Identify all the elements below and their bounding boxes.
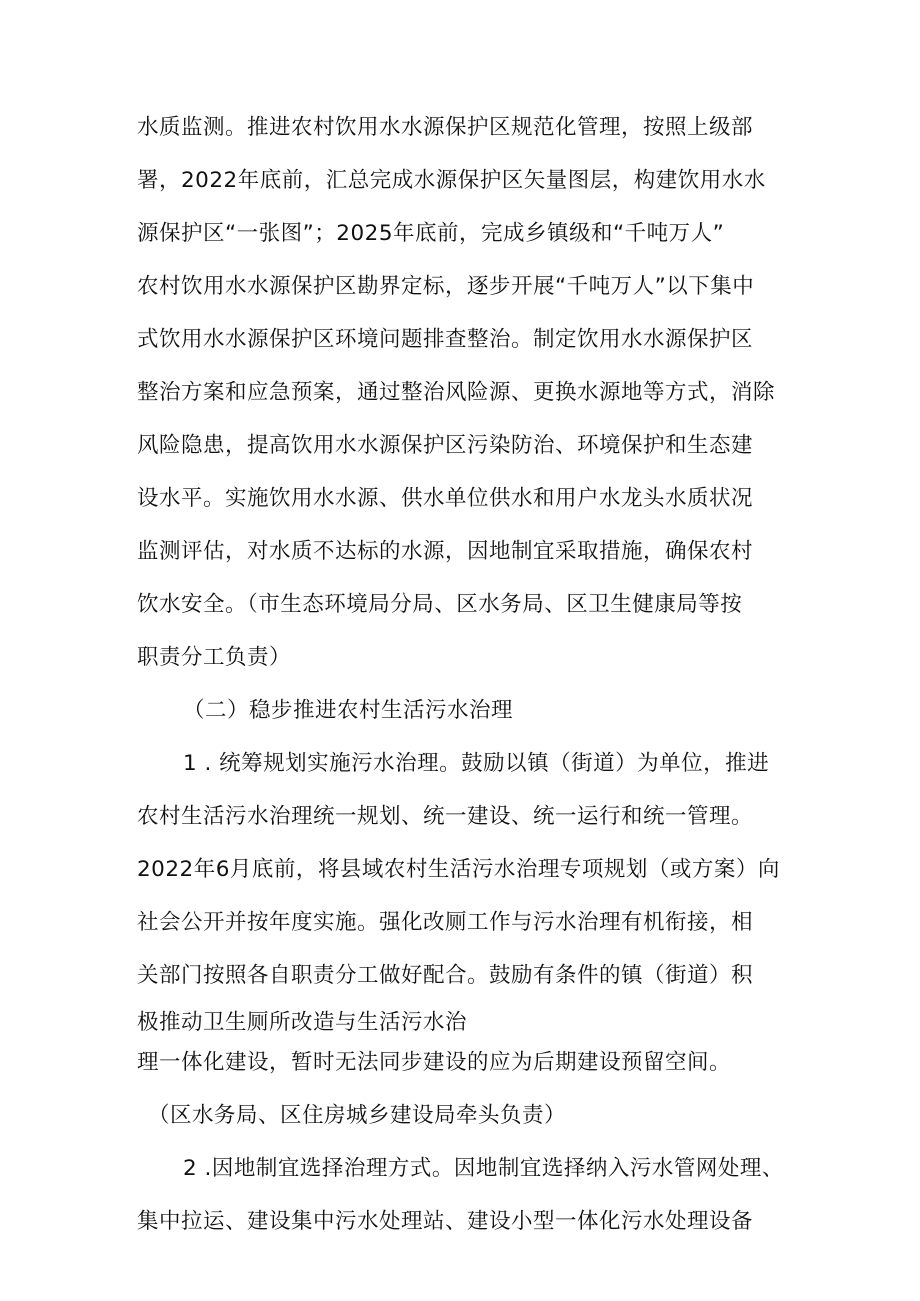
text-line-17: 关部门按照各自职责分工做好配合。鼓励有条件的镇（街道）积 [137, 963, 754, 988]
text-line-18: 极推动卫生厕所改造与生活污水治 [137, 1010, 468, 1035]
text-line-11: 职责分工负责） [137, 645, 292, 670]
text-line-21: 2 .因地制宜选择治理方式。因地制宜选择纳入污水管网处理、 [183, 1156, 784, 1181]
text-line-1: 水质监测。推进农村饮用水水源保护区规范化管理，按照上级部 [137, 115, 754, 140]
text-line-5: 式饮用水水源保护区环境问题排查整治。制定饮用水水源保护区 [137, 327, 754, 352]
text-line-8: 设水平。实施饮用水水源、供水单位供水和用户水龙头水质状况 [137, 486, 754, 511]
text-line-13: 1 . 统筹规划实施污水治理。鼓励以镇（街道）为单位，推进 [183, 751, 770, 776]
text-line-2: 署，2022年底前，汇总完成水源保护区矢量图层，构建饮用水水 [137, 168, 766, 193]
text-line-22: 集中拉运、建设集中污水处理站、建设小型一体化污水处理设备 [137, 1209, 754, 1234]
text-line-9: 监测评估，对水质不达标的水源，因地制宜采取措施，确保农村 [137, 539, 754, 564]
text-line-14: 农村生活污水治理统一规划、统一建设、统一运行和统一管理。 [137, 804, 754, 829]
text-line-19: 理一体化建设，暂时无法同步建设的应为后期建设预留空间。 [137, 1050, 732, 1075]
text-line-7: 风险隐患，提高饮用水水源保护区污染防治、环境保护和生态建 [137, 433, 754, 458]
text-line-20: （区水务局、区住房城乡建设局牵头负责） [148, 1103, 567, 1128]
section-heading: （二）稳步推进农村生活污水治理 [183, 698, 514, 723]
text-line-10: 饮水安全。（市生态环境局分局、区水务局、区卫生健康局等按 [137, 592, 743, 617]
text-line-4: 农村饮用水水源保护区勘界定标，逐步开展“千吨万人”以下集中 [137, 274, 755, 299]
text-line-6: 整治方案和应急预案，通过整治风险源、更换水源地等方式，消除 [137, 380, 776, 405]
text-line-15: 2022年6月底前，将县域农村生活污水治理专项规划（或方案）向 [137, 857, 780, 882]
text-line-3: 源保护区“一张图”；2025年底前，完成乡镇级和“千吨万人” [137, 221, 725, 246]
text-line-16: 社会公开并按年度实施。强化改厕工作与污水治理有机衔接，相 [137, 910, 754, 935]
